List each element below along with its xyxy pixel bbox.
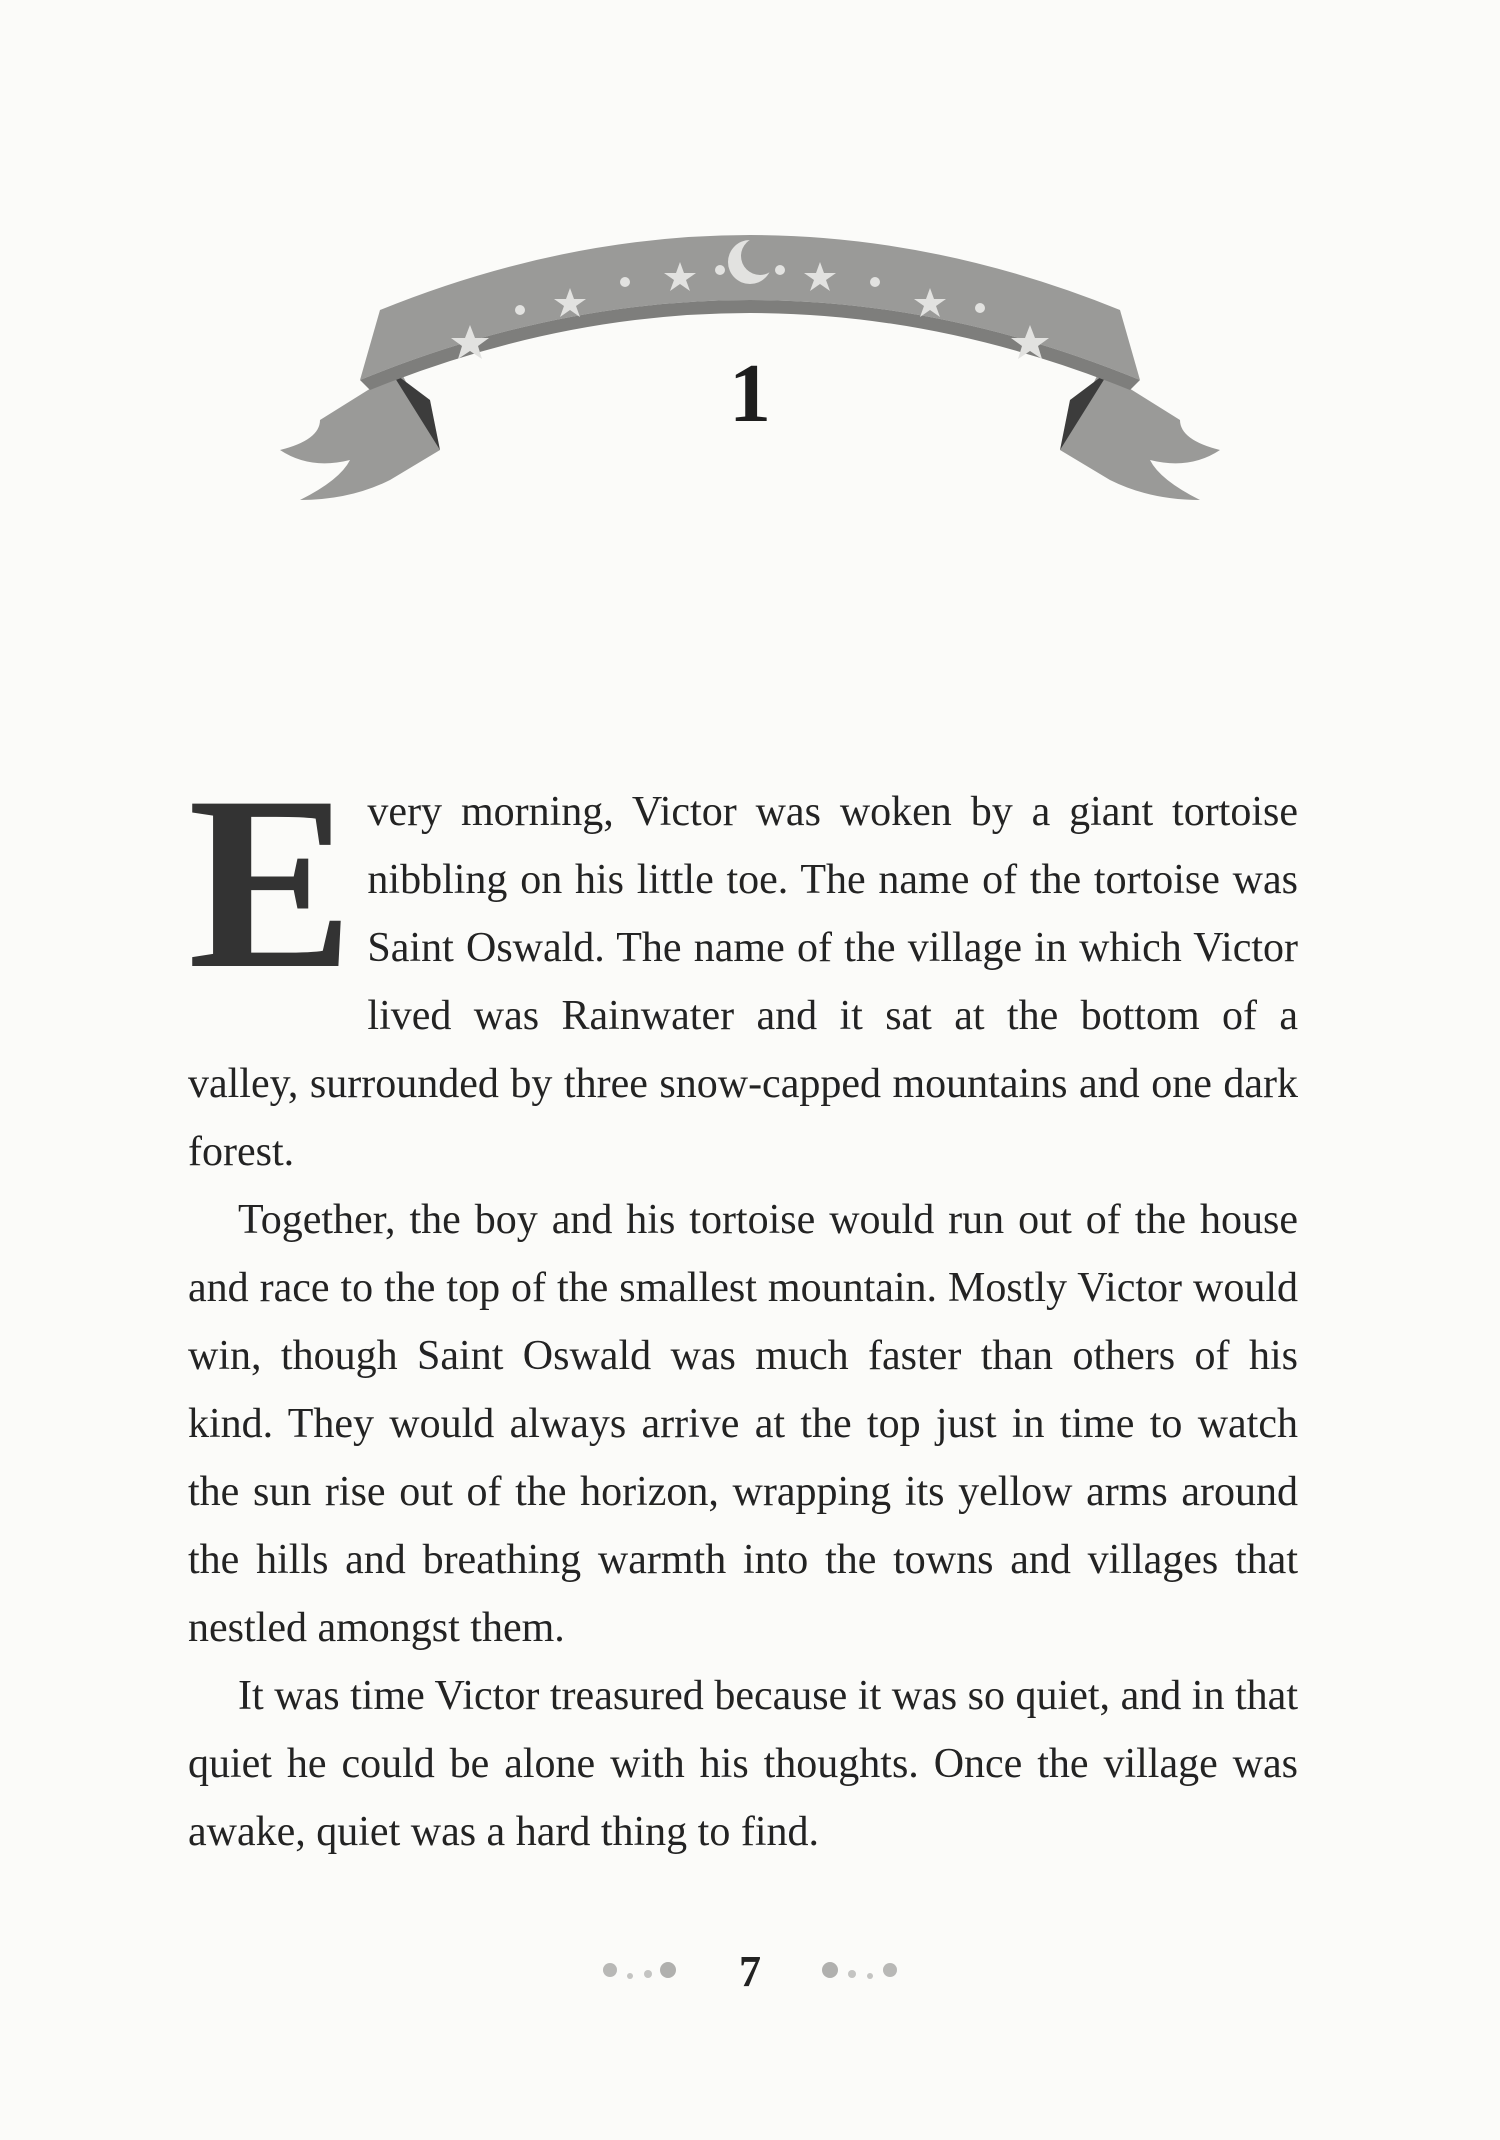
paragraph-1-text: very morning, Victor was woken by a giant tortoise nibbling on his little toe. The name of the tortoise was Saint Oswald. The name of the village in which Victor lived was Rainwater and it sat at the bottom of a valley, surrounded by three snow-capped mountains and one dark forest. xyxy=(188,789,1298,1175)
drop-cap: E xyxy=(188,745,354,1020)
paragraph-1 xyxy=(188,745,1298,1186)
chapter-text xyxy=(188,745,1298,1866)
paragraph-3: It was time Victor treasured because it was so quiet, and in that quiet he could be alone with his thoughts. Once the village was awake, quiet was a hard thing to find. xyxy=(188,1673,1298,1855)
footer-flourish-icon xyxy=(810,1952,900,1992)
chapter-number: 1 xyxy=(729,347,771,440)
page-footer xyxy=(0,1942,1500,2002)
paragraph-2: Together, the boy and his tortoise would run out of the house and race to the top of the smallest mountain. Mostly Victor would win, though Saint Oswald was much faster than others of his kind. They would always arrive at the top just in time to watch the sun rise out of the horizon, wrapping its yellow arms around the hills and breathing warmth into the towns and villages that nestled amongst them. xyxy=(188,1197,1298,1651)
page-number: 7 xyxy=(739,1947,761,1996)
